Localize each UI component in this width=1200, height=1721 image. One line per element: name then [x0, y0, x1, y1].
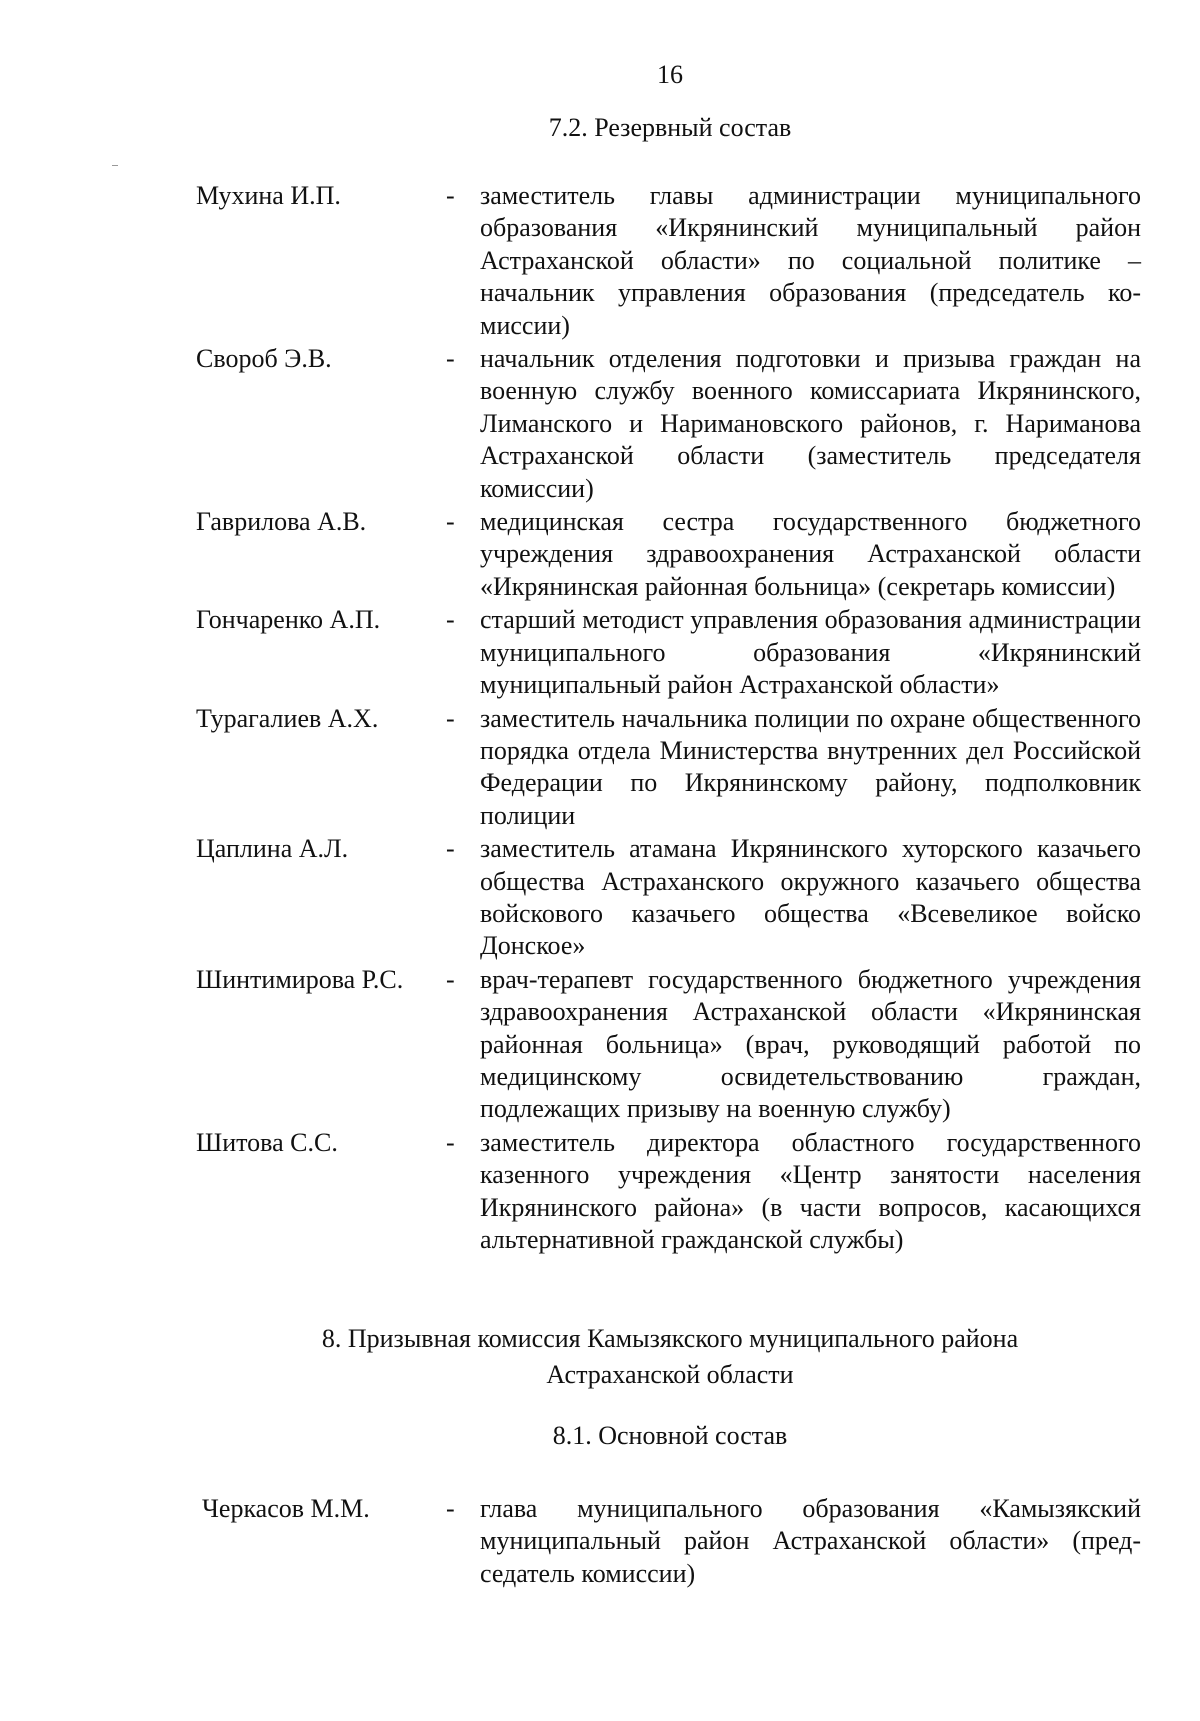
member-name: Гончаренко А.П.: [196, 605, 381, 635]
roster-row: [196, 604, 1141, 701]
dash: -: [446, 834, 455, 864]
roster-row: [196, 833, 1141, 963]
main-roster: [196, 1493, 1141, 1590]
member-name: Шитова С.С.: [196, 1127, 338, 1157]
member-role: заместитель атамана Икрянинского хуторского казачьего общества Астраханского окружного казачьего общества войскового казачьего общества «Всевеликое войско Донское»: [480, 834, 1141, 961]
margin-mark: [112, 165, 118, 166]
commission-heading: [0, 1321, 1200, 1393]
member-name: Шинтимирова Р.С.: [196, 964, 404, 994]
reserve-roster: [196, 180, 1141, 1257]
dash: -: [446, 605, 455, 635]
member-role: заместитель главы администрации муниципального образования «Икрянинский муниципальный район Астраханской области» по социальной политике – начальник управления образования (председатель комиссии): [480, 181, 1141, 340]
dash: -: [446, 181, 455, 210]
member-role: заместитель начальника полиции по охране общественного порядка отдела Министерства внутренних дел Российской Федерации по Икрянинскому району, подполковник полиции: [480, 703, 1141, 830]
member-role: заместитель директора областного государственного казенного учреждения «Центр занятости населения Икрянинского района» (в части вопросов, касающихся альтернативной гражданской службы): [480, 1127, 1141, 1254]
member-role: медицинская сестра государственного бюджетного учреждения здравоохранения Астраханской области «Икрянинская районная больница» (секретарь комиссии): [480, 507, 1141, 601]
dash: -: [446, 507, 455, 537]
member-name: Черкасов М.М.: [202, 1494, 370, 1523]
roster-row: [196, 1493, 1141, 1590]
roster-row: [196, 506, 1141, 603]
commission-heading-line2: Астраханской области: [546, 1360, 794, 1389]
member-name: Мухина И.П.: [196, 181, 341, 210]
dash: -: [446, 964, 455, 994]
member-name: Цаплина А.Л.: [196, 834, 349, 864]
dash: -: [446, 703, 455, 733]
page-number: 16: [657, 60, 683, 89]
member-role: начальник отделения подготовки и призыва граждан на военную службу военного комиссариата Икрянинского, Лиманского и Наримановского районов, г. Нариманова Астраханской области (заместитель председателя комиссии): [480, 344, 1141, 503]
dash: -: [446, 344, 455, 374]
member-name: Турагалиев А.Х.: [196, 703, 379, 733]
commission-heading-line1: 8. Призывная комиссия Камызякского муниципального района: [321, 1324, 1019, 1353]
roster-row: [196, 1127, 1141, 1257]
roster-row: [196, 343, 1141, 505]
roster-row: [196, 180, 1141, 342]
member-name: Гаврилова А.В.: [196, 507, 367, 537]
member-role: глава муниципального образования «Камызякский муниципальный район Астраханской области» (председатель комиссии): [480, 1494, 1141, 1588]
roster-row: [196, 703, 1141, 833]
dash: -: [446, 1494, 455, 1523]
member-role: врач-терапевт государственного бюджетного учреждения здравоохранения Астраханской области «Икрянинская районная больница» (врач, руководящий работой по медицинскому освидетельствованию граждан, подлежащих призыву на военную службу): [480, 964, 1141, 1124]
dash: -: [446, 1127, 455, 1157]
main-heading: 8.1. Основной состав: [552, 1421, 788, 1450]
member-role: старший методист управления образования администрации муниципального образования «Икрянинский муниципальный район Астраханской области»: [480, 605, 1141, 700]
roster-row: [196, 964, 1141, 1126]
member-name: Свороб Э.В.: [196, 344, 332, 374]
reserve-heading: 7.2. Резервный состав: [548, 113, 792, 142]
